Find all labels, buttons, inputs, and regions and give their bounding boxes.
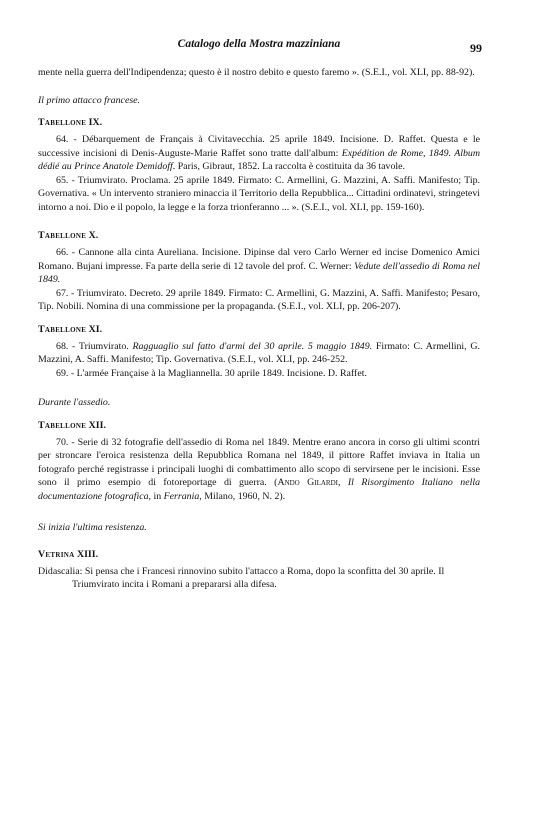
entry-journal: Ferrania: [163, 490, 200, 502]
catalog-entry-70: [38, 436, 480, 504]
tabellone-label: Tabellone: [38, 117, 87, 128]
entry-citation: (S.E.I., vol. XLI, pp. 206-207).: [277, 301, 401, 312]
tabellone-label: Tabellone: [38, 323, 87, 335]
entry-number: 69. -: [56, 367, 77, 379]
catalog-entry-64: [38, 133, 480, 174]
tabellone-label: Tabellone: [38, 419, 87, 431]
entry-text: Débarquement de Français à Civitavecchia. 25 aprile 1849. Incisione. D. Raffet. Questa e le successive incisioni di Denis-Auguste-Marie Raffet sono tratte dall'album:: [38, 134, 480, 159]
entry-number: 66. -: [56, 247, 79, 258]
tabellone-label: Tabellone: [38, 230, 87, 241]
running-title: Catalogo della Mostra mazziniana: [177, 38, 341, 50]
tabellone-xii-heading: [38, 420, 480, 431]
catalog-entry-68: [38, 340, 480, 367]
entry-series-title: Vedute dell'assedio di Roma nel 1849.: [38, 260, 480, 285]
section-heading-first-attack: Il primo attacco francese.: [38, 94, 141, 106]
tabellone-number: IX.: [88, 117, 103, 128]
vetrina-number: XIII.: [76, 548, 99, 560]
entry-text: Triumvirato. Proclama. 25 aprile 1849. Firmato: C. Armellini, G. Mazzini, A. Saffi. Manifesto; Tip. Governativa. « Un intervento straniero minaccia il Territorio della Repubblica... Cittadini ordinatevi, stringetevi intorno a noi. Dio e il popolo, la legge e la forza trionferanno ... ».: [38, 174, 480, 213]
entry-number: 67. -: [56, 287, 77, 299]
catalog-entry-65: [38, 174, 480, 215]
catalog-entry-66: [38, 246, 480, 287]
entry-album-title: Expédition de Rome, 1849. Album dédié au Prince Anatole Demidoff: [38, 147, 481, 172]
entry-author: Ando Gilardi: [277, 477, 338, 488]
vetrina-xiii-heading: [38, 549, 480, 560]
intro-paragraph: [38, 66, 480, 80]
running-header: [38, 34, 480, 56]
entry-text: Serie di 32 fotografie dell'assedio di Roma nel 1849. Mentre erano ancora in corso gli ultimi scontri per stroncare l'eroica resistenza della Repubblica Romana nel 1849, il pittore Raffet inviava in Italia un fotografo perché registrasse i principali luoghi di combattimento allo scopo di servirsene per le incisioni. Esse sono il primo esempio di fotoreportage di guerra. (: [38, 436, 480, 488]
page: [38, 34, 480, 592]
entry-number: 64. -: [56, 134, 82, 145]
tabellone-number: XII.: [88, 419, 106, 431]
entry-in: , in: [148, 490, 164, 502]
entry-text-end: , Milano, 1960, N. 2).: [199, 490, 286, 502]
intro-citation: (S.E.I., vol. XLI, pp. 88-92).: [361, 67, 475, 78]
entry-source-title: Il Risorgimento Italiano nella documentazione fotografica: [38, 477, 481, 502]
entry-report-title: Ragguaglio sul fatto d'armi del 30 aprile. 5 maggio 1849.: [132, 340, 373, 352]
catalog-entry-69: [38, 367, 480, 381]
tabellone-ix-heading: [38, 117, 480, 128]
entry-number: 70. -: [56, 436, 78, 448]
entry-separator: ,: [338, 477, 348, 488]
catalog-entry-67: [38, 287, 480, 314]
tabellone-number: XI.: [88, 323, 103, 335]
caption-label: Didascalia:: [38, 565, 85, 577]
section-heading-last-resistance: Si inizia l'ultima resistenza.: [38, 522, 147, 533]
entry-number: 65. -: [56, 174, 78, 186]
entry-text: Cannone alla cinta Aureliana. Incisione. Dipinse dal vero Carlo Werner ed incise Domenico Amici Romano. Bujani impresse. Fa parte della serie di 12 tavole del prof. C. Werner:: [38, 247, 481, 272]
entry-text: Triumvirato.: [78, 340, 133, 352]
caption-paragraph: [38, 565, 480, 592]
entry-text-end: . Paris, Gibraut, 1852. La raccolta è costituita da 36 tavole.: [172, 161, 406, 172]
tabellone-x-heading: [38, 230, 480, 241]
entry-text: L'armée Française à la Magliannella. 30 aprile 1849. Incisione. D. Raffet.: [76, 367, 367, 379]
caption-text: Si pensa che i Francesi rinnovino subito l'attacco a Roma, dopo la sconfitta del 30 aprile. Il Triumvirato incita i Romani a prepararsi alla difesa.: [72, 565, 445, 590]
page-number: 99: [470, 41, 482, 55]
entry-text-end: Firmato: C. Armellini, G. Mazzini, A. Saffi. Manifesto; Tip. Governativa.: [38, 340, 480, 365]
entry-citation: (S.E.I., vol. XLI, pp. 246-252.: [227, 354, 348, 365]
section-heading-siege: Durante l'assedio.: [38, 397, 111, 408]
intro-line-1: mente nella guerra dell'Indipendenza; questo è il nostro debito e questo faremo ».: [38, 67, 360, 78]
entry-citation: (S.E.I., vol. XLI, pp. 159-160).: [301, 201, 425, 213]
entry-number: 68. -: [56, 340, 79, 352]
entry-text: Triumvirato. Decreto. 29 aprile 1849. Firmato: C. Armellini, G. Mazzini, A. Saffi. Manifesto; Pesaro, Tip. Nobili. Nomina di una commissione per la propaganda.: [38, 287, 480, 312]
tabellone-xi-heading: [38, 324, 480, 335]
vetrina-label: Vetrina: [38, 548, 75, 560]
tabellone-number: X.: [88, 230, 99, 241]
